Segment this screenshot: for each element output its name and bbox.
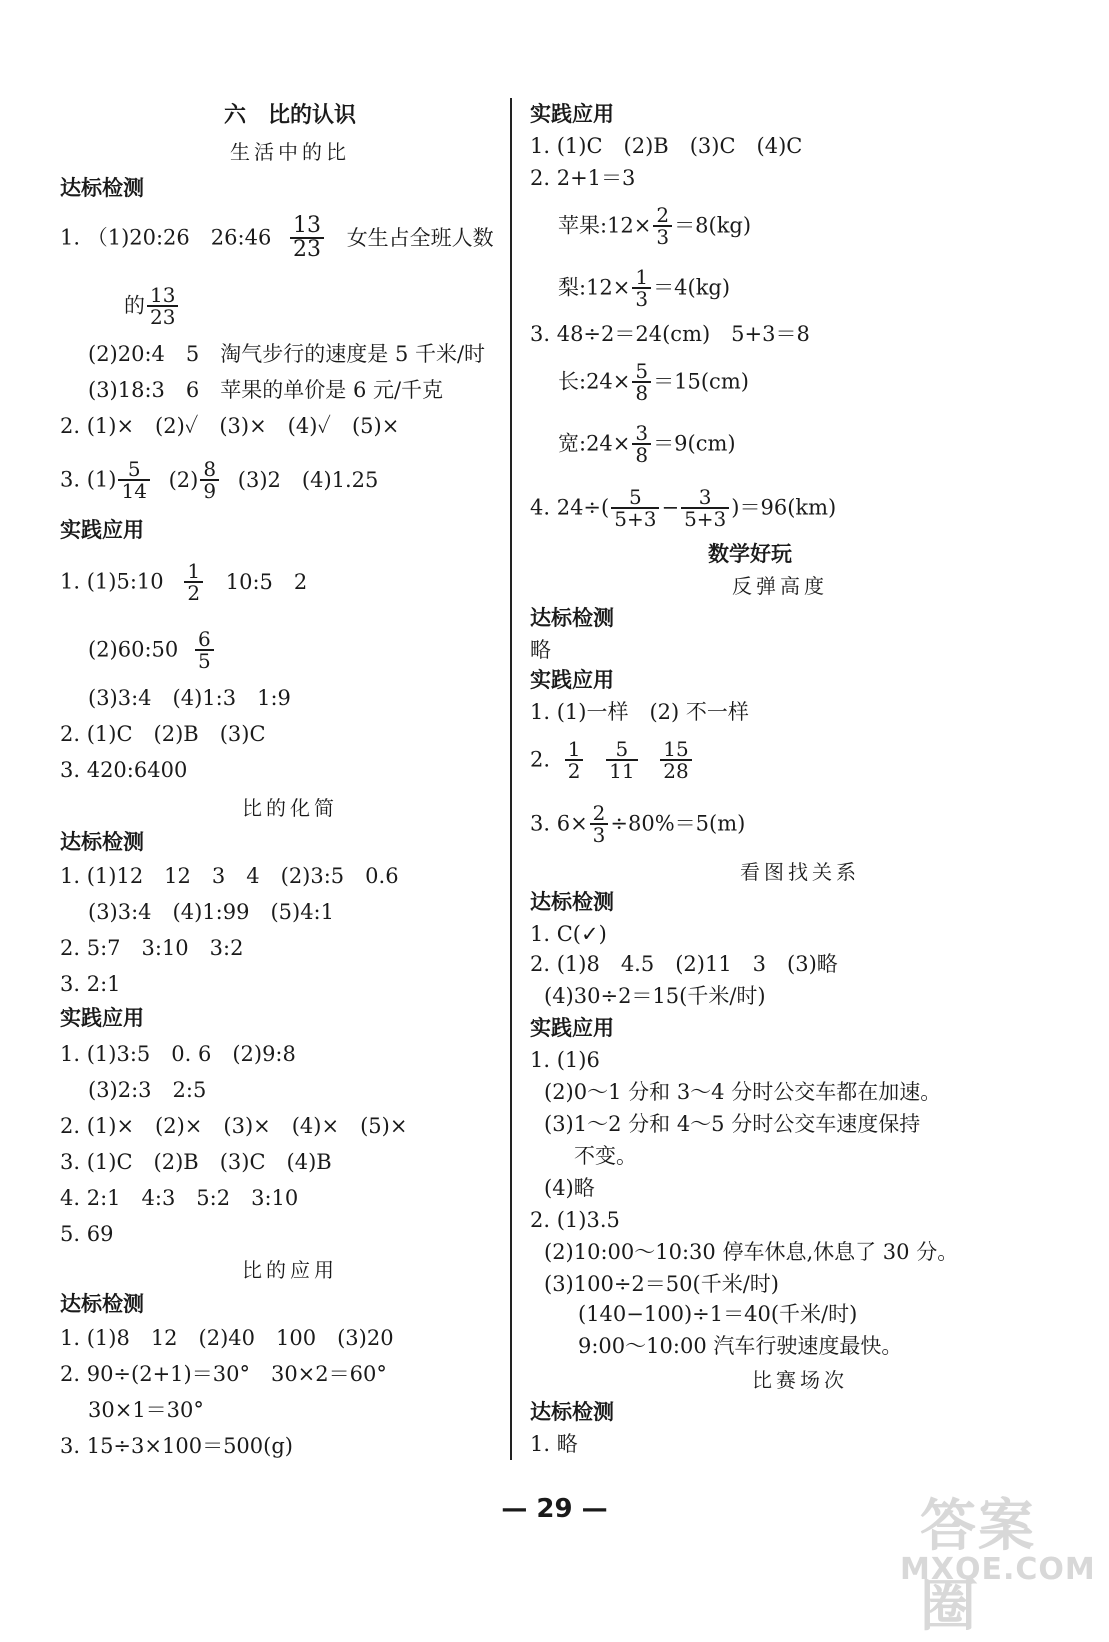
answer-line: (2)20:4 5 淘气步行的速度是 5 千米/时: [88, 342, 486, 366]
section-title: 反弹高度: [732, 574, 828, 598]
answer-line: 1. (1)C (2)B (3)C (4)C: [530, 134, 803, 158]
subheading: 达标检测: [60, 830, 144, 854]
fraction: $\frac{1}{2}$: [184, 561, 203, 603]
answer-line: 2. (1)× (2)✓ (3)× (4)✓ (5)×: [60, 414, 400, 438]
answer-text: )＝96(km): [731, 495, 837, 520]
answer-text: 梨:12×: [558, 275, 631, 300]
answer-line: [530, 792, 745, 852]
answer-line: 1. 略: [530, 1432, 578, 1456]
answer-line: (3)18:3 6 苹果的单价是 6 元/千克: [88, 378, 444, 402]
answer-line: [60, 550, 307, 610]
answer-text: (3)2 (4)1.25: [237, 467, 379, 492]
answer-line: (140−100)÷1＝40(千米/时): [578, 1302, 858, 1326]
answer-text: ＝9(cm): [653, 431, 736, 456]
fraction: $\frac{13}{23}$: [147, 285, 178, 327]
answer-line: 1. (1)12 12 3 4 (2)3:5 0.6: [60, 864, 399, 888]
answer-line: [558, 350, 749, 410]
fraction: $\frac{13}{23}$: [290, 215, 324, 261]
answer-line: 30×1＝30°: [88, 1398, 204, 1422]
answer-text: ＝15(cm): [653, 369, 749, 394]
subheading: 达标检测: [530, 1400, 614, 1424]
answer-line: 5. 69: [60, 1222, 114, 1246]
answer-line: 4. 2:1 4:3 5:2 3:10: [60, 1186, 299, 1210]
answer-line: 1. (1)一样 (2) 不一样: [530, 700, 749, 724]
answer-text: 的: [124, 293, 145, 318]
answer-line: 不变。: [574, 1144, 637, 1168]
answer-line: 1. C(✓): [530, 922, 607, 946]
watermark-text: 答案圈: [920, 1494, 1036, 1639]
answer-text: 3. 6×: [530, 811, 588, 836]
answer-line: (3)1～2 分和 4～5 分时公交车速度保持: [544, 1112, 921, 1136]
subheading: 实践应用: [60, 1006, 144, 1030]
answer-line: [60, 206, 494, 266]
answer-line: 3. 48÷2＝24(cm) 5+3＝8: [530, 322, 810, 346]
fraction: $\frac{1}{2}$: [565, 739, 584, 781]
answer-text: (2)60:50: [88, 637, 179, 662]
answer-line: 略: [530, 638, 551, 662]
answer-line: 9:00～10:00 汽车行驶速度最快。: [578, 1334, 903, 1358]
answer-line: [124, 274, 180, 334]
section-title: 比的应用: [242, 1258, 338, 1282]
fraction: $\frac{6}{5}$: [195, 629, 214, 671]
section-title: 看图找关系: [740, 860, 860, 884]
answer-line: 1. (1)8 12 (2)40 100 (3)20: [60, 1326, 394, 1350]
fraction: $\frac{2}{3}$: [653, 205, 672, 247]
answer-line: 1. (1)3:5 0. 6 (2)9:8: [60, 1042, 296, 1066]
answer-line: [60, 448, 378, 508]
right-column: [530, 0, 990, 1600]
answer-line: (4)略: [544, 1176, 595, 1200]
answer-line: (3)2:3 2:5: [88, 1078, 207, 1102]
column-divider: [510, 98, 512, 1460]
answer-line: [558, 256, 730, 316]
fraction: $\frac{5}{14}$: [118, 459, 149, 501]
answer-line: 2. (1)8 4.5 (2)11 3 (3)略: [530, 952, 838, 976]
fraction: $\frac{3}{8}$: [632, 423, 651, 465]
answer-line: 3. 420:6400: [60, 758, 188, 782]
fraction: $\frac{5}{8}$: [632, 361, 651, 403]
answer-text: ÷80%＝5(m): [610, 811, 746, 836]
answer-text: −: [661, 495, 680, 520]
fraction: $\frac{5}{5+3}$: [611, 487, 659, 529]
fraction: $\frac{8}{9}$: [200, 459, 219, 501]
answer-line: [88, 618, 216, 678]
subheading: 实践应用: [530, 102, 614, 126]
answer-text: 1. (1)5:10: [60, 569, 164, 594]
answer-line: (2)0～1 分和 3～4 分时公交车都在加速。: [544, 1080, 942, 1104]
answer-line: 2. 2+1＝3: [530, 166, 636, 190]
answer-text: ＝8(kg): [674, 213, 752, 238]
answer-text: 长:24×: [558, 369, 631, 394]
answer-text: 苹果:12×: [558, 213, 652, 238]
answer-text: 女生占全班人数: [346, 225, 494, 250]
subheading: 达标检测: [60, 176, 144, 200]
answer-line: 3. 15÷3×100＝500(g): [60, 1434, 293, 1458]
answer-text: 3. (1): [60, 467, 117, 492]
section-title: 数学好玩: [708, 542, 792, 566]
answer-line: [530, 476, 836, 536]
answer-line: 2. (1)3.5: [530, 1208, 620, 1232]
watermark-url: MXQE.COM: [900, 1552, 1096, 1587]
answer-line: 2. (1)C (2)B (3)C: [60, 722, 266, 746]
answer-line: (3)3:4 (4)1:99 (5)4:1: [88, 900, 334, 924]
answer-line: [530, 728, 694, 788]
answer-line: 3. (1)C (2)B (3)C (4)B: [60, 1150, 332, 1174]
answer-line: (3)3:4 (4)1:3 1:9: [88, 686, 291, 710]
fraction: $\frac{15}{28}$: [660, 739, 691, 781]
section-title: 比赛场次: [752, 1368, 848, 1392]
subheading: 实践应用: [530, 1016, 614, 1040]
fraction: $\frac{3}{5+3}$: [681, 487, 729, 529]
answer-line: (2)10:00～10:30 停车休息,休息了 30 分。: [544, 1240, 959, 1264]
answer-line: 3. 2:1: [60, 972, 121, 996]
subheading: 达标检测: [60, 1292, 144, 1316]
answer-line: 2. 90÷(2+1)＝30° 30×2＝60°: [60, 1362, 387, 1386]
answer-line: 2. 5:7 3:10 3:2: [60, 936, 244, 960]
chapter-title: 六 比的认识: [223, 103, 356, 128]
answer-line: [558, 194, 751, 254]
answer-line: 2. (1)× (2)× (3)× (4)× (5)×: [60, 1114, 408, 1138]
section-title: 比的化简: [242, 796, 338, 820]
answer-line: (3)100÷2＝50(千米/时): [544, 1272, 779, 1296]
answer-text: (2): [168, 467, 199, 492]
section-title: 生活中的比: [230, 140, 350, 164]
watermark-logo: [880, 1482, 1096, 1639]
answer-text: 宽:24×: [558, 431, 631, 456]
subheading: 达标检测: [530, 606, 614, 630]
answer-text: 10:5 2: [225, 569, 308, 594]
answer-line: (4)30÷2＝15(千米/时): [544, 984, 766, 1008]
subheading: 实践应用: [60, 518, 144, 542]
fraction: $\frac{5}{11}$: [606, 739, 637, 781]
answer-line: [558, 412, 736, 472]
subheading: 达标检测: [530, 890, 614, 914]
answer-text: 4. 24÷(: [530, 495, 610, 520]
answer-text: 2.: [530, 747, 551, 772]
page-number: — 29 —: [501, 1494, 608, 1524]
answer-text: 1. （1)20:26 26:46: [60, 225, 272, 250]
subheading: 实践应用: [530, 668, 614, 692]
left-column: [60, 0, 520, 1600]
answer-text: ＝4(kg): [653, 275, 731, 300]
fraction: $\frac{2}{3}$: [590, 803, 609, 845]
fraction: $\frac{1}{3}$: [632, 267, 651, 309]
answer-line: 1. (1)6: [530, 1048, 600, 1072]
